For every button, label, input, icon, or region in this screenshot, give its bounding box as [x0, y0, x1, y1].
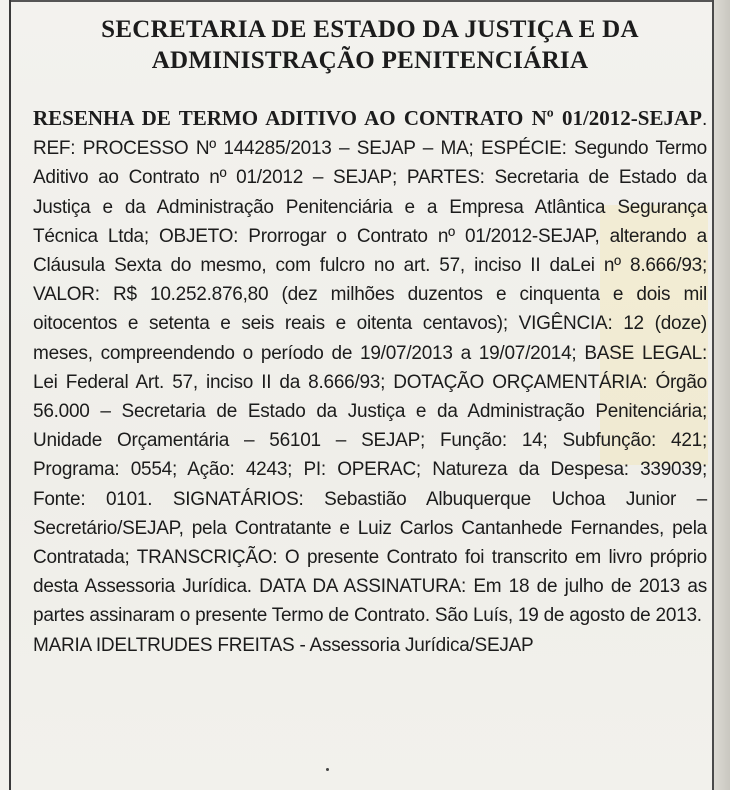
frame-left-border	[9, 0, 11, 790]
title-line-1: SECRETARIA DE ESTADO DA JUSTIÇA E DA	[101, 16, 639, 43]
print-speck	[326, 768, 329, 771]
notice-body-text: . REF: PROCESSO Nº 144285/2013 – SEJAP – MA; ESPÉCIE: Segundo Termo Aditivo ao Contrato nº 01/2012 – SEJAP; PARTES: Secretaria de Estado da Justiça e da Administração Penitenciária e a Empresa Atlântica Segurança Técnica Ltda; OBJETO: Prorrogar o Contrato nº 01/2012-SEJAP, alterando a Cláusula Sexta do mesmo, com fulcro no art. 57, inciso II daLei nº 8.666/93; VALOR: R$ 10.252.876,80 (dez milhões duzentos e cinquenta e dois mil oitocentos e setenta e seis reais e oitenta centavos); VIGÊNCIA: 12 (doze) meses, compreendendo o período de 19/07/2013 a 19/07/2014; BASE LEGAL: Lei Federal Art. 57, inciso II da 8.666/93; DOTAÇÃO ORÇAMENTÁRIA: Órgão 56.000 – Secretaria de Estado da Justiça e da Administração Penitenciária; Unidade Orçamentária – 56101 – SEJAP; Função: 14; Subfunção: 421; Programa: 0554; Ação: 4243; PI: OPERAC; Natureza da Despesa: 339039; Fonte: 0101. SIGNATÁRIOS: Sebastião Albuquerque Uchoa Junior – Secretário/SEJAP, pela Contratante e Luiz Carlos Cantanhede Fernandes, pela Contratada; TRANSCRIÇÃO: O presente Contrato foi transcrito em livro próprio desta Assessoria Jurídica. DATA DA ASSINATURA: Em 18 de julho de 2013 as partes assinaram o presente Termo de Contrato. São Luís, 19 de agosto de 2013.	[33, 109, 707, 627]
notice-body	[33, 104, 707, 631]
frame-right-border	[712, 0, 714, 790]
frame-top-border	[9, 0, 714, 2]
page-edge	[714, 0, 730, 790]
title-line-2: ADMINISTRAÇÃO PENITENCIÁRIA	[151, 47, 589, 74]
signature-line: MARIA IDELTRUDES FREITAS - Assessoria Jurídica/SEJAP	[33, 634, 534, 656]
notice-title	[33, 14, 707, 76]
notice-content	[33, 14, 707, 660]
notice-heading: RESENHA DE TERMO ADITIVO AO CONTRATO Nº 01/2012-SEJAP	[33, 106, 702, 130]
